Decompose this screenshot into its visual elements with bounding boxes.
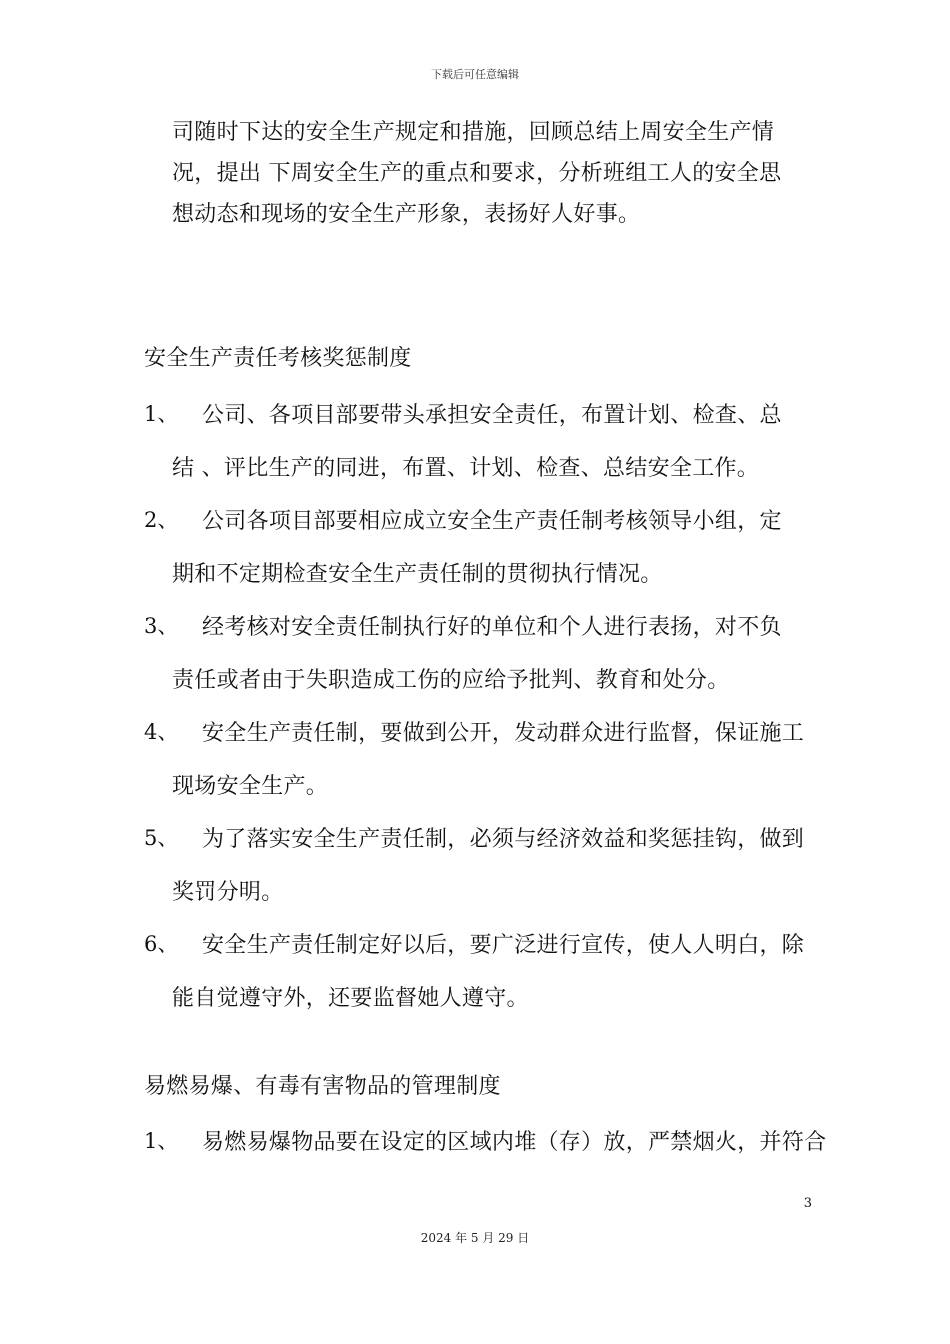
item-text-continued: 结 、评比生产的同进，布置、计划、检查、总结安全工作。	[172, 456, 760, 481]
item-text-continued: 责任或者由于失职造成工伤的应给予批判、教育和处分。	[172, 668, 730, 693]
intro-line: 想动态和现场的安全生产形象，表扬好人好事。	[172, 202, 641, 227]
item-number: 5、	[144, 826, 179, 850]
item-text: 安全生产责任制定好以后，要广泛进行宣传，使人人明白，除	[202, 933, 805, 958]
item-text: 易燃易爆物品要在设定的区域内堆（存）放，严禁烟火，并符合	[202, 1130, 827, 1155]
item-number: 1、	[144, 402, 179, 426]
item-text: 经考核对安全责任制执行好的单位和个人进行表扬，对不负	[202, 615, 782, 640]
item-text: 公司、各项目部要带头承担安全责任，布置计划、检查、总	[202, 403, 782, 428]
item-number: 2、	[144, 508, 179, 532]
item-text-continued: 奖罚分明。	[172, 880, 284, 905]
intro-paragraph	[172, 112, 812, 235]
intro-line: 况，提出 下周安全生产的重点和要求，分析班组工人的安全思	[172, 161, 782, 186]
item-text: 公司各项目部要相应成立安全生产责任制考核领导小组，定	[202, 509, 782, 534]
section-heading-safety-assessment: 安全生产责任考核奖惩制度	[144, 346, 412, 371]
item-text-continued: 期和不定期检查安全生产责任制的贯彻执行情况。	[172, 562, 663, 587]
page-number: 3	[803, 1196, 812, 1211]
item-text-continued: 能自觉遵守外，还要监督她人遵守。	[172, 986, 529, 1011]
page-header: 下载后可任意编辑	[431, 68, 519, 81]
intro-line: 司随时下达的安全生产规定和措施，回顾总结上周安全生产情	[172, 120, 775, 145]
item-number: 1、	[144, 1129, 179, 1153]
item-number: 3、	[144, 614, 179, 638]
item-number: 6、	[144, 932, 179, 956]
item-text: 为了落实安全生产责任制，必须与经济效益和奖惩挂钩，做到	[202, 827, 805, 852]
section-heading-hazardous-materials: 易燃易爆、有毒有害物品的管理制度	[144, 1074, 501, 1099]
item-text-continued: 现场安全生产。	[172, 774, 329, 799]
page-footer-date: 2024 年 5 月 29 日	[420, 1231, 530, 1245]
item-number: 4、	[144, 720, 179, 744]
item-text: 安全生产责任制，要做到公开，发动群众进行监督，保证施工	[202, 721, 805, 746]
